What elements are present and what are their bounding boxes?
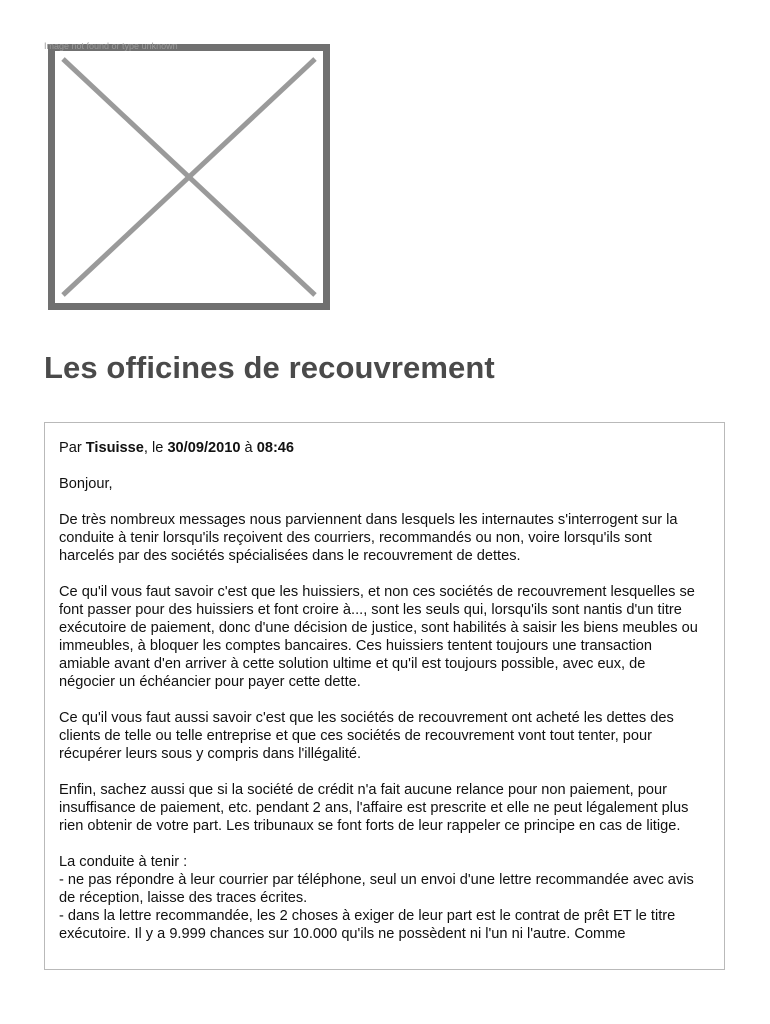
time-prefix: à [240,440,257,456]
image-alt-text: Image not found or type unknown [44,41,178,51]
by-prefix: Par [59,440,86,456]
date-prefix: , le [143,440,168,456]
paragraph: De très nombreux messages nous parviennent dans lesquels les internautes s'interrogent sur la conduite à tenir lorsqu'ils reçoivent des courriers, recommandés ou non, voire lorsqu'ils sont harcelés par des sociétés spécialisées dans le recouvrement de dettes. [59,512,678,564]
paragraph: Ce qu'il vous faut aussi savoir c'est que les sociétés de recouvrement ont acheté les dettes des clients de telle ou telle entreprise et que ces sociétés de recouvrement vont tout tenter, pour récupérer leurs sous y compris dans l'illégalité. [59,710,674,762]
post-date: 30/09/2010 [167,440,241,456]
page-title: Les officines de recouvrement [44,350,495,385]
conduct-section [59,853,704,943]
paragraph: Enfin, sachez aussi que si la société de crédit n'a fait aucune relance pour non paiement, pour insuffisance de paiement, etc. pendant 2 ans, l'affaire est prescrite et elle ne peut légalement plus rien obtenir de votre part. Les tribunaux se font forts de leur rappeler ce principe en cas de litige. [59,782,689,834]
broken-image-icon [55,51,323,303]
broken-image-placeholder [48,44,330,310]
conduct-item: - ne pas répondre à leur courrier par téléphone, seul un envoi d'une lettre recommandée avec avis de réception, laisse des traces écrites. [59,872,694,906]
greeting: Bonjour, [59,476,113,492]
post-author: Tisuisse [85,440,144,456]
post-meta [59,439,704,457]
post-time: 08:46 [256,440,295,456]
post-container [44,422,725,970]
conduct-item: - dans la lettre recommandée, les 2 choses à exiger de leur part est le contrat de prêt ET le titre exécutoire. Il y a 9.999 chances sur 10.000 qu'ils ne possèdent ni l'un ni l'autre. Comme [59,908,676,942]
paragraph: Ce qu'il vous faut savoir c'est que les huissiers, et non ces sociétés de recouvrement lesquelles se font passer pour des huissiers et font croire à..., sont les seuls qui, lorsqu'ils sont nantis d'un titre exécutoire de paiement, donc d'une décision de justice, sont habilités à saisir les biens meubles ou immeubles, à bloquer les comptes bancaires. Ces huissiers tentent toujours une transaction amiable avant d'en arriver à cette solution ultime et qu'il est toujours possible, avec eux, de négocier un échéancier pour payer cette dette. [59,584,698,690]
conduct-heading: La conduite à tenir : [59,854,188,870]
